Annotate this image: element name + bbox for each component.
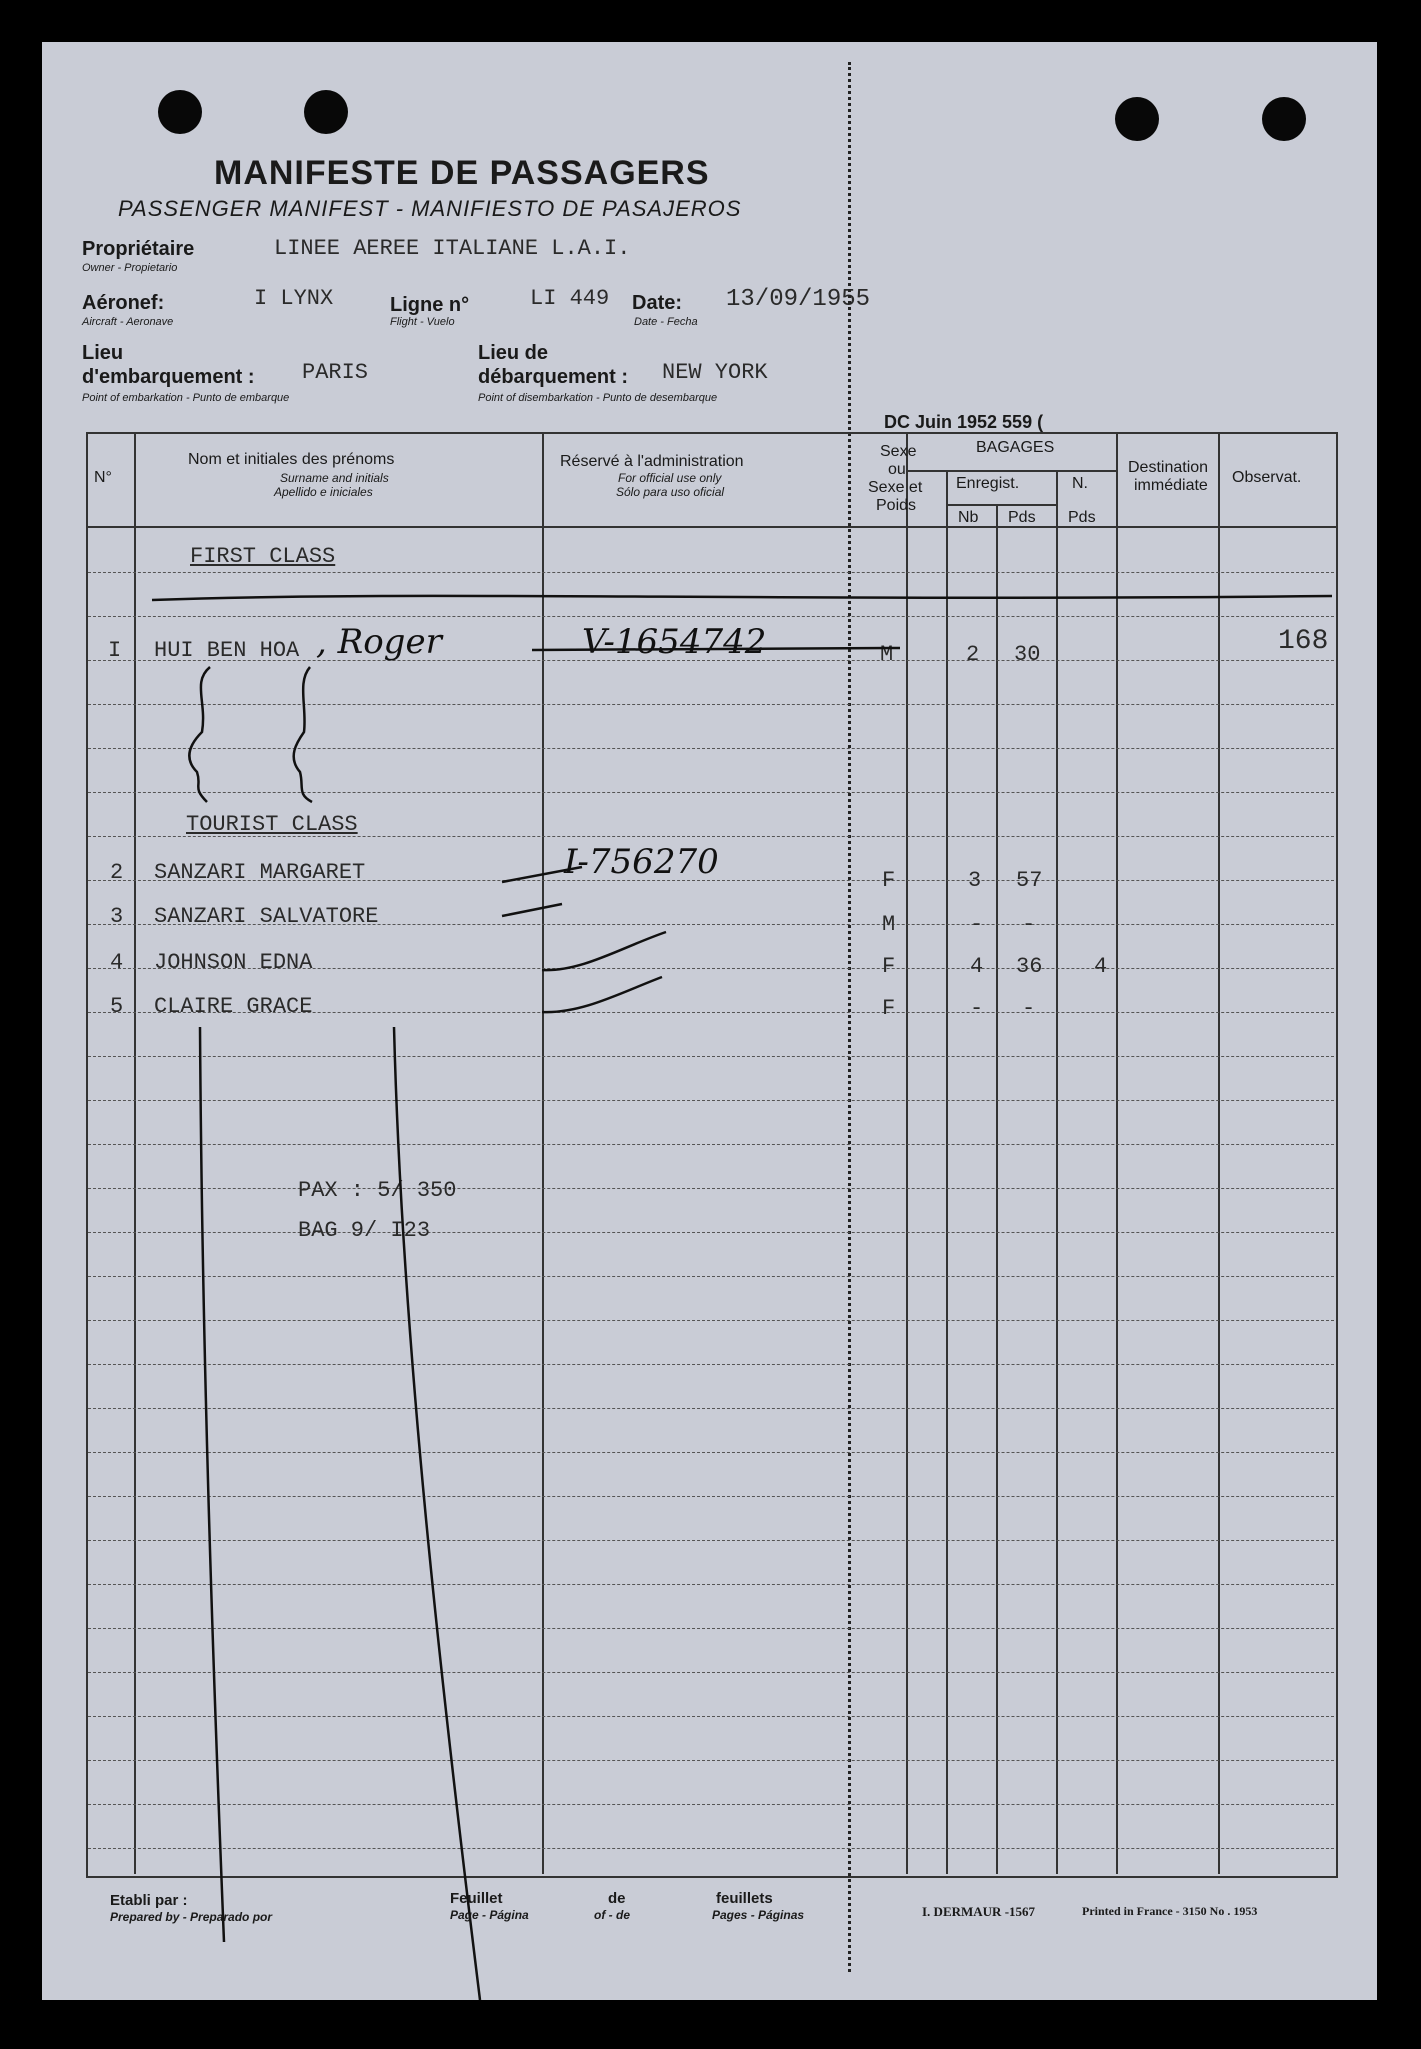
footer-sheets: feuillets bbox=[716, 1890, 773, 1907]
row-n2: 4 bbox=[1094, 954, 1108, 979]
row-obs: 168 bbox=[1278, 626, 1329, 657]
col-header-admin: Réservé à l'administration bbox=[560, 453, 744, 470]
row-admin: V-1654742 bbox=[582, 622, 767, 662]
form-code: DC Juin 1952 559 ( bbox=[884, 412, 1044, 432]
footer-sheets-sub: Pages - Páginas bbox=[712, 1908, 805, 1922]
flight-value: LI 449 bbox=[530, 286, 610, 311]
col-header-bagages: BAGAGES bbox=[976, 439, 1055, 456]
row-sex: F bbox=[882, 954, 896, 979]
ditto-mark bbox=[502, 904, 562, 916]
embark-value: PARIS bbox=[302, 360, 369, 385]
col-header-sex-3: Sexe et bbox=[868, 479, 923, 496]
col-header-dest-2: immédiate bbox=[1134, 477, 1208, 494]
row-name: JOHNSON EDNA bbox=[154, 950, 313, 975]
row-name: CLAIRE GRACE bbox=[154, 994, 313, 1019]
footer-sheet-sub: Page - Página bbox=[450, 1908, 529, 1922]
row-sex: M bbox=[880, 642, 894, 667]
row-1-rule bbox=[532, 648, 900, 650]
owner-label: Propriétaire bbox=[82, 238, 195, 260]
aircraft-label: Aéronef: bbox=[82, 292, 165, 314]
footer-sheet: Feuillet bbox=[450, 1890, 503, 1907]
row-nb: - bbox=[970, 996, 984, 1021]
vertical-ditto-line bbox=[200, 1027, 224, 1942]
row-nb: - bbox=[970, 912, 984, 937]
row-sex: F bbox=[882, 996, 896, 1021]
ditto-mark bbox=[502, 867, 582, 882]
aircraft-value: I LYNX bbox=[254, 286, 334, 311]
row-handwritten-name: , Roger bbox=[316, 622, 442, 662]
disembark-label: Lieu de bbox=[478, 342, 549, 364]
col-header-no: N° bbox=[94, 469, 112, 486]
totals-bag: BAG 9/ I23 bbox=[298, 1218, 431, 1243]
row-no: 4 bbox=[110, 950, 124, 975]
row-no: 2 bbox=[110, 860, 124, 885]
col-header-pds: Pds bbox=[1008, 509, 1036, 526]
row-nb: 3 bbox=[968, 868, 982, 893]
col-header-pds2: Pds bbox=[1068, 509, 1096, 526]
row-pds: 30 bbox=[1014, 642, 1041, 667]
date-value: 13/09/1955 bbox=[726, 286, 871, 313]
footer-of: de bbox=[608, 1890, 626, 1907]
pen-marks bbox=[42, 42, 1377, 2000]
col-header-admin-en: For official use only bbox=[618, 471, 722, 485]
row-no: 5 bbox=[110, 994, 124, 1019]
vertical-ditto-line bbox=[394, 1027, 480, 2000]
footer-printed: Printed in France - 3150 No . 1953 bbox=[1082, 1904, 1258, 1918]
row-name: HUI BEN HOA bbox=[154, 638, 300, 663]
ditto-mark bbox=[542, 977, 662, 1012]
page-subtitle: PASSENGER MANIFEST - MANIFIESTO DE PASAJEROS bbox=[118, 196, 742, 221]
row-admin: I-756270 bbox=[564, 842, 719, 882]
manifest-sheet bbox=[42, 42, 1377, 2000]
embark-label: Lieu bbox=[82, 342, 124, 364]
row-pds: 57 bbox=[1016, 868, 1043, 893]
disembark-sublabel: Point of disembarkation - Punto de desembarque bbox=[478, 392, 718, 404]
col-header-enregist: Enregist. bbox=[956, 475, 1020, 492]
disembark-label-2: débarquement : bbox=[478, 366, 629, 388]
row-nb: 4 bbox=[970, 954, 984, 979]
ditto-brace bbox=[189, 667, 210, 802]
col-header-obs: Observat. bbox=[1232, 469, 1302, 486]
footer-printer: I. DERMAUR -1567 bbox=[922, 1904, 1036, 1919]
section-tourist-class: TOURIST CLASS bbox=[186, 812, 358, 837]
col-header-n: N. bbox=[1072, 475, 1088, 492]
row-sex: F bbox=[882, 868, 896, 893]
date-sublabel: Date - Fecha bbox=[634, 316, 698, 328]
col-header-sex-4: Poids bbox=[876, 497, 917, 514]
page-title: MANIFESTE DE PASSAGERS bbox=[214, 154, 710, 192]
section-first-class: FIRST CLASS bbox=[190, 544, 336, 569]
row-pds: - bbox=[1022, 996, 1036, 1021]
row-name: SANZARI SALVATORE bbox=[154, 904, 379, 929]
col-header-dest: Destination bbox=[1128, 459, 1209, 476]
ditto-brace bbox=[294, 667, 312, 802]
embark-label-2: d'embarquement : bbox=[82, 366, 255, 388]
row-no: 3 bbox=[110, 904, 124, 929]
row-pds: - bbox=[1022, 912, 1036, 937]
ditto-mark bbox=[542, 932, 666, 970]
col-header-nb: Nb bbox=[958, 509, 979, 526]
first-class-strike bbox=[152, 596, 1332, 600]
embark-sublabel: Point of embarkation - Punto de embarque bbox=[82, 392, 290, 404]
owner-value: LINEE AEREE ITALIANE L.A.I. bbox=[274, 236, 631, 261]
aircraft-sublabel: Aircraft - Aeronave bbox=[82, 316, 174, 328]
owner-sublabel: Owner - Propietario bbox=[82, 262, 178, 274]
row-no: I bbox=[108, 638, 122, 663]
row-sex: M bbox=[882, 912, 896, 937]
row-name: SANZARI MARGARET bbox=[154, 860, 366, 885]
row-nb: 2 bbox=[966, 642, 980, 667]
col-header-name-es: Apellido e iniciales bbox=[274, 485, 373, 499]
col-header-name-en: Surname and initials bbox=[280, 471, 389, 485]
footer-prepared: Etabli par : bbox=[110, 1892, 188, 1909]
totals-pax: PAX : 5/ 350 bbox=[298, 1178, 457, 1203]
flight-label: Ligne n° bbox=[390, 294, 470, 316]
footer-prepared-sub: Prepared by - Preparado por bbox=[110, 1910, 273, 1924]
flight-sublabel: Flight - Vuelo bbox=[390, 316, 455, 328]
footer-of-sub: of - de bbox=[594, 1908, 630, 1922]
disembark-value: NEW YORK bbox=[662, 360, 768, 385]
col-header-name: Nom et initiales des prénoms bbox=[188, 451, 395, 468]
col-header-sex-2: ou bbox=[888, 461, 906, 478]
col-header-admin-es: Sólo para uso oficial bbox=[616, 485, 725, 499]
col-header-sex: Sexe bbox=[880, 443, 917, 460]
row-pds: 36 bbox=[1016, 954, 1043, 979]
date-label: Date: bbox=[632, 292, 683, 314]
